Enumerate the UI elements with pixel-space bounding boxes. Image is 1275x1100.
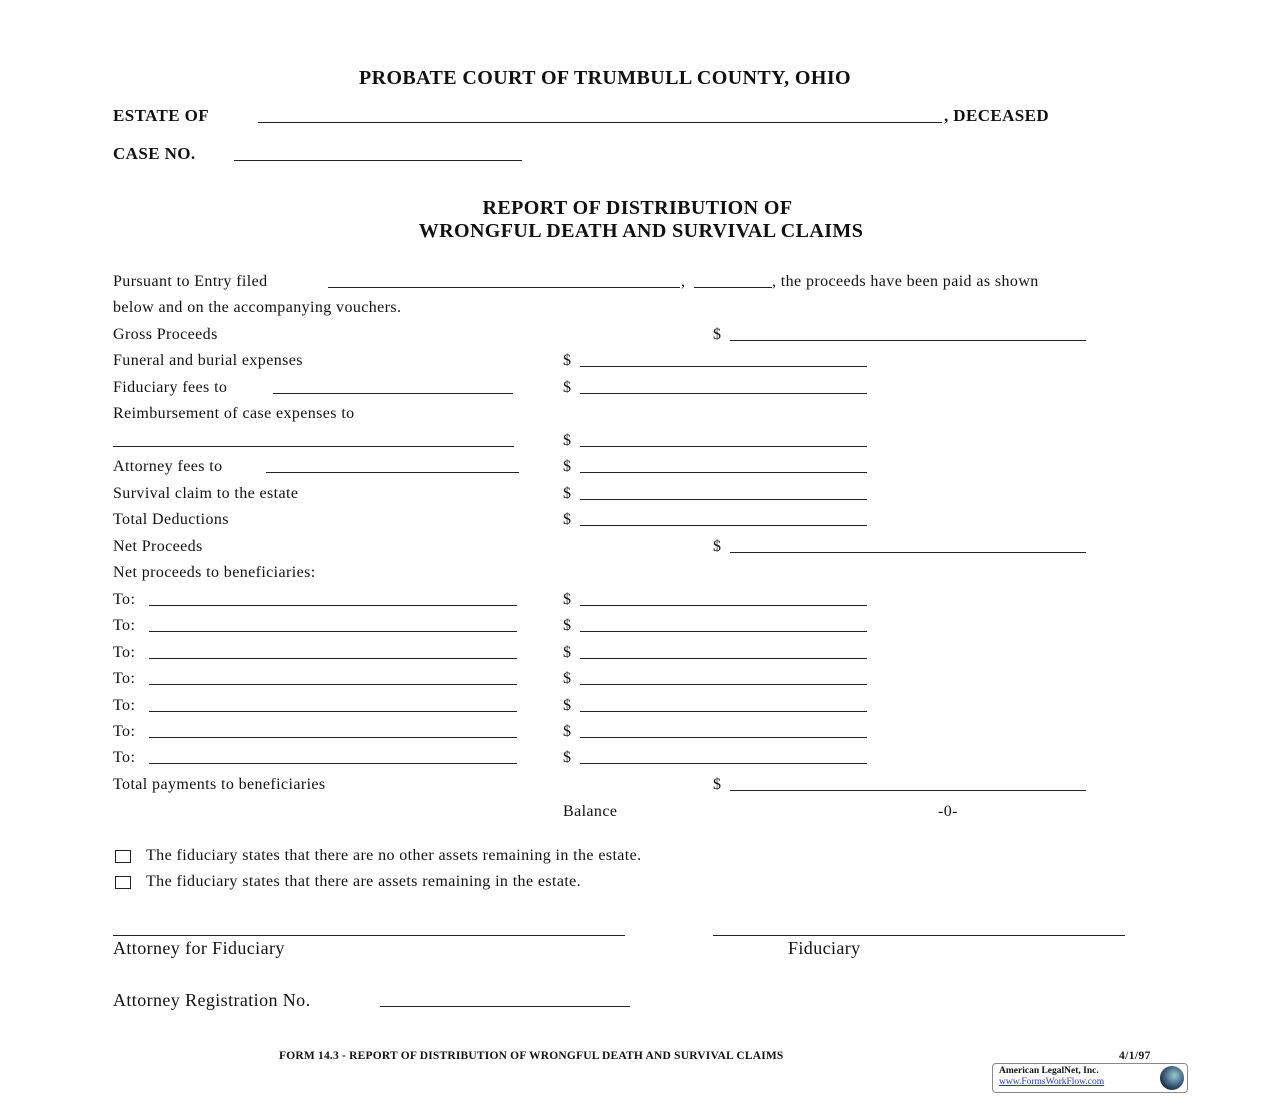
- row-label-to: To:: [113, 591, 136, 608]
- court-title-text: PROBATE COURT OF TRUMBULL COUNTY, OHIO: [359, 67, 851, 89]
- row-label-to: To:: [113, 643, 136, 661]
- amount-field[interactable]: [730, 340, 1086, 341]
- dollar-sign: $: [563, 352, 572, 369]
- dollar-sign: $: [563, 432, 572, 449]
- globe-icon: [1160, 1066, 1184, 1090]
- assets-remaining-label: The fiduciary states that there are assets remaining in the estate.: [146, 873, 582, 890]
- intro-text-3: below and on the accompanying vouchers.: [113, 299, 402, 316]
- assets-remaining-checkbox[interactable]: [115, 876, 131, 889]
- logo-url[interactable]: www.FormsWorkFlow.com: [999, 1077, 1105, 1087]
- amount-field[interactable]: [580, 525, 867, 526]
- estate-of-label: ESTATE OF: [113, 106, 210, 125]
- row-label-survival: Survival claim to the estate: [113, 485, 299, 502]
- entry-year-field[interactable]: [694, 287, 772, 288]
- attorney-signature-line[interactable]: [113, 935, 625, 936]
- row-label-to: To:: [113, 670, 136, 688]
- dollar-sign: $: [563, 723, 572, 740]
- logo-name: American LegalNet, Inc.: [999, 1066, 1099, 1076]
- payee-name-field[interactable]: [149, 737, 517, 738]
- amount-field[interactable]: [580, 658, 867, 659]
- row-label-attorney-fees: Attorney fees to: [113, 458, 223, 475]
- row-label-to: To:: [113, 696, 136, 714]
- amount-field[interactable]: [580, 393, 867, 394]
- amount-field[interactable]: [580, 605, 867, 606]
- payee-name-field[interactable]: [149, 763, 517, 764]
- fiduciary-signature-line[interactable]: [713, 935, 1125, 936]
- row-label-net: Net Proceeds: [113, 538, 203, 555]
- payee-name-field[interactable]: [273, 393, 513, 394]
- dollar-sign: $: [563, 511, 572, 528]
- footer-date: 4/1/97: [1119, 1050, 1151, 1062]
- no-assets-label: The fiduciary states that there are no other assets remaining in the estate.: [146, 847, 642, 864]
- report-title-2: WRONGFUL DEATH AND SURVIVAL CLAIMS: [418, 220, 864, 242]
- intro-comma: ,: [681, 273, 686, 290]
- payee-name-field[interactable]: [149, 605, 517, 606]
- footer-form-label: FORM 14.3 - REPORT OF DISTRIBUTION OF WRONGFUL DEATH AND SURVIVAL CLAIMS: [279, 1050, 784, 1062]
- balance-label: Balance: [563, 803, 618, 820]
- intro-text-2: , the proceeds have been paid as shown: [772, 273, 1039, 290]
- row-label-funeral: Funeral and burial expenses: [113, 352, 303, 369]
- amount-field[interactable]: [580, 737, 867, 738]
- payee-name-field[interactable]: [266, 472, 519, 473]
- amount-field[interactable]: [580, 499, 867, 500]
- dollar-sign: $: [563, 670, 572, 688]
- case-no-field[interactable]: [234, 160, 522, 161]
- payee-name-field[interactable]: [113, 446, 514, 447]
- payee-name-field[interactable]: [149, 631, 517, 632]
- row-label-gross: Gross Proceeds: [113, 326, 218, 343]
- dollar-sign: $: [563, 591, 572, 608]
- fiduciary-signature-label: Fiduciary: [788, 938, 861, 958]
- registration-field[interactable]: [380, 1006, 630, 1007]
- amount-field[interactable]: [580, 684, 867, 685]
- estate-name-field[interactable]: [258, 122, 942, 123]
- row-label-reimbursement: Reimbursement of case expenses to: [113, 405, 355, 422]
- amount-field[interactable]: [580, 472, 867, 473]
- deceased-label: , DECEASED: [944, 106, 1050, 125]
- row-label-net-to-benef: Net proceeds to beneficiaries:: [113, 564, 316, 581]
- dollar-sign: $: [563, 617, 572, 635]
- dollar-sign: $: [563, 379, 572, 396]
- american-legalnet-logo[interactable]: [992, 1063, 1188, 1093]
- dollar-sign: $: [713, 326, 722, 343]
- entry-date-field[interactable]: [328, 287, 680, 288]
- dollar-sign: $: [563, 749, 572, 767]
- case-no-label: CASE NO.: [113, 144, 196, 163]
- dollar-sign: $: [563, 696, 572, 714]
- amount-field[interactable]: [580, 446, 867, 447]
- row-label-to: To:: [113, 617, 136, 635]
- dollar-sign: $: [563, 458, 572, 475]
- amount-field[interactable]: [580, 711, 867, 712]
- row-label-total-payments: Total payments to beneficiaries: [113, 776, 326, 793]
- payee-name-field[interactable]: [149, 711, 517, 712]
- dollar-sign: $: [563, 643, 572, 661]
- court-title: [0, 67, 1210, 89]
- row-label-to: To:: [113, 723, 136, 740]
- registration-label: Attorney Registration No.: [113, 990, 311, 1010]
- dollar-sign: $: [713, 538, 722, 555]
- row-label-total-deductions: Total Deductions: [113, 511, 229, 528]
- amount-field[interactable]: [580, 366, 867, 367]
- intro-text-1: Pursuant to Entry filed: [113, 273, 268, 290]
- balance-value: -0-: [938, 803, 958, 820]
- row-label-to: To:: [113, 749, 136, 767]
- no-assets-checkbox[interactable]: [115, 850, 131, 863]
- report-title-1: REPORT OF DISTRIBUTION OF: [482, 197, 793, 219]
- amount-field[interactable]: [730, 552, 1086, 553]
- payee-name-field[interactable]: [149, 658, 517, 659]
- amount-field[interactable]: [730, 790, 1086, 791]
- amount-field[interactable]: [580, 763, 867, 764]
- payee-name-field[interactable]: [149, 684, 517, 685]
- row-label-fiduciary-fees: Fiduciary fees to: [113, 379, 228, 396]
- dollar-sign: $: [563, 485, 572, 502]
- dollar-sign: $: [713, 776, 722, 793]
- amount-field[interactable]: [580, 631, 867, 632]
- attorney-signature-label: Attorney for Fiduciary: [113, 938, 285, 958]
